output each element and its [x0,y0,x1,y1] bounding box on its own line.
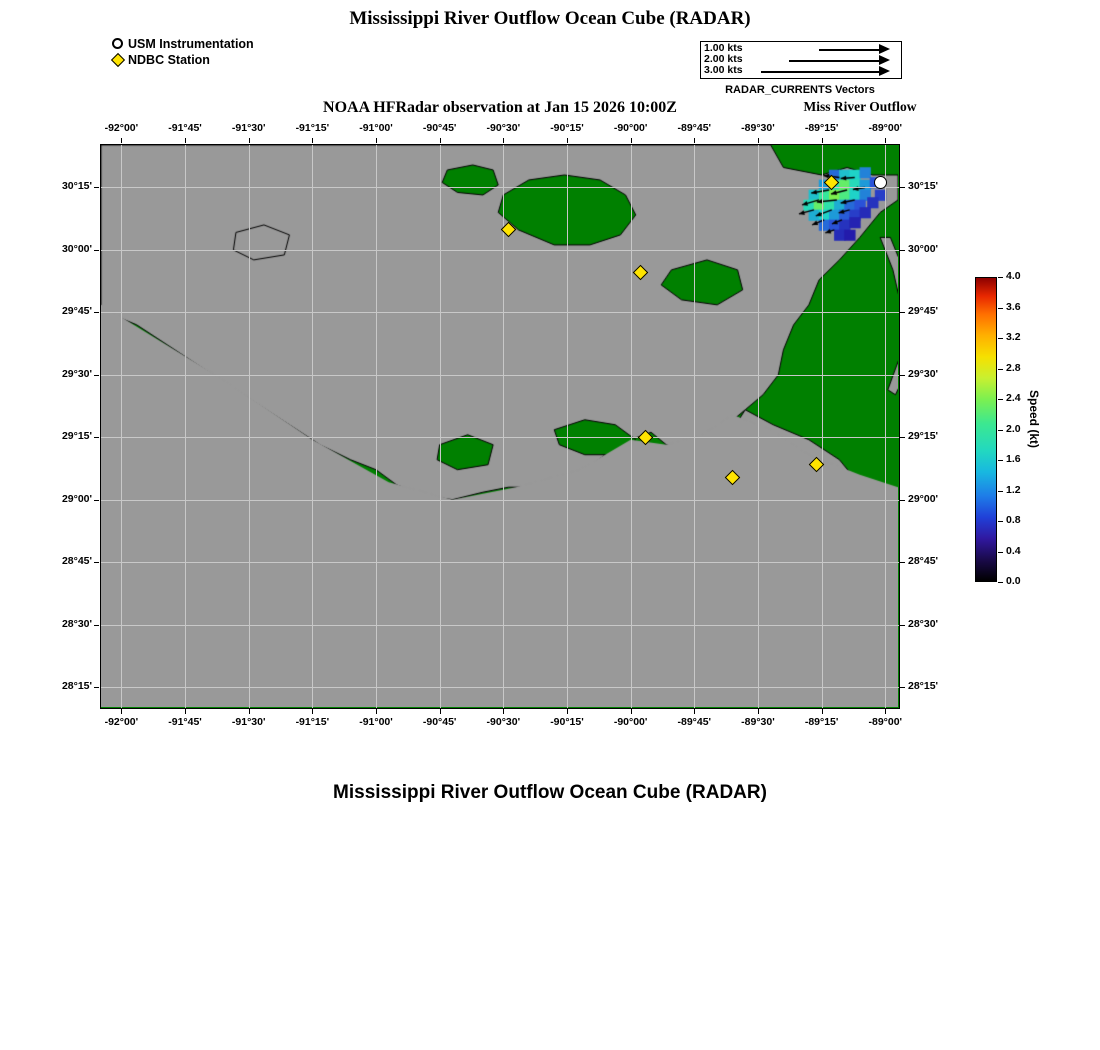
axis-tick [185,709,186,714]
y-axis-label-left: 28°45' [61,555,92,568]
axis-tick [94,562,99,563]
gridline-vertical [440,145,441,708]
y-axis-label-right: 30°15' [908,180,939,193]
axis-tick [694,138,695,143]
axis-tick [121,709,122,714]
vector-arrow-shaft-1 [819,49,879,51]
y-axis-label-right: 29°30' [908,367,939,380]
colorbar-tick [998,369,1003,370]
vector-key-row-3 [701,65,901,77]
axis-tick [312,138,313,143]
axis-tick [94,375,99,376]
axis-tick [185,138,186,143]
axis-tick [440,138,441,143]
x-axis-label-bottom: -92°00' [104,716,139,728]
x-axis-label-bottom: -90°30' [486,716,521,728]
colorbar-tick [998,338,1003,339]
y-axis-label-left: 30°15' [61,180,92,193]
vector-key-caption: RADAR_CURRENTS Vectors [725,84,875,96]
y-axis-label-left: 29°00' [61,492,92,505]
station-legend [110,36,254,68]
gridline-horizontal [101,187,899,188]
axis-tick [249,138,250,143]
gridline-vertical [567,145,568,708]
x-axis-label-bottom: -91°15' [295,716,330,728]
axis-tick [631,138,632,143]
y-axis-label-left: 28°30' [61,617,92,630]
gridline-vertical [376,145,377,708]
axis-tick [631,709,632,714]
circle-marker-icon [110,36,128,52]
colorbar-tick [998,277,1003,278]
bottom-title: Mississippi River Outflow Ocean Cube (RADAR) [333,782,767,803]
x-axis-label-bottom: -89°15' [804,716,839,728]
gridline-horizontal [101,375,899,376]
colorbar-tick-label: 1.2 [1006,483,1021,496]
axis-tick [94,500,99,501]
x-axis-label-bottom: -91°30' [231,716,266,728]
x-axis-label-bottom: -89°45' [677,716,712,728]
x-axis-label-top: -89°00' [868,122,903,134]
colorbar-gradient [975,277,997,582]
x-axis-label-bottom: -90°00' [613,716,648,728]
speed-colorbar [975,272,1095,587]
map-canvas[interactable] [100,144,900,709]
colorbar-tick-label: 3.2 [1006,331,1021,343]
x-axis-label-top: -90°30' [486,122,521,134]
axis-tick [900,500,905,501]
colorbar-tick-label: 2.4 [1006,392,1021,404]
outflow-caption: Miss River Outflow [803,99,917,114]
gridline-vertical [885,145,886,708]
axis-tick [249,709,250,714]
gridline-horizontal [101,625,899,626]
axis-tick [900,187,905,188]
observation-title: NOAA HFRadar observation at Jan 15 2026 10:00Z [323,99,677,116]
colorbar-axis-label: Speed (kt) [1027,390,1041,449]
axis-tick [758,709,759,714]
x-axis-label-top: -92°00' [104,122,139,134]
vector-arrow-head-1 [879,44,890,54]
axis-tick [758,138,759,143]
axis-tick [312,709,313,714]
x-axis-label-top: -91°00' [359,122,393,134]
y-axis-label-right: 29°45' [908,305,939,318]
vector-arrow-shaft-3 [761,71,879,73]
y-axis-label-left: 30°00' [61,242,92,255]
x-axis-label-top: -90°15' [550,122,584,134]
axis-tick [94,312,99,313]
gridline-horizontal [101,312,899,313]
x-axis-label-bottom: -89°00' [868,716,903,728]
vector-arrow-shaft-2 [789,60,879,62]
colorbar-tick-label: 0.4 [1006,544,1021,557]
axis-tick [822,709,823,714]
x-axis-label-bottom: -90°45' [422,716,457,728]
colorbar-tick [998,399,1003,400]
vector-key-label-3: 3.00 kts [704,64,743,76]
colorbar-tick [998,552,1003,553]
legend-item-ndbc [110,52,254,68]
vector-key-label-1: 1.00 kts [704,42,743,54]
colorbar-tick [998,460,1003,461]
axis-tick [121,138,122,143]
gridline-vertical [631,145,632,708]
vector-arrow-head-3 [879,66,890,76]
y-axis-label-left: 28°15' [61,680,92,693]
gridline-vertical [822,145,823,708]
x-axis-label-top: -91°45' [168,122,202,134]
axis-tick [94,687,99,688]
y-axis-label-right: 28°30' [908,617,939,630]
axis-tick [900,562,905,563]
colorbar-tick [998,582,1003,583]
diamond-marker-icon [110,52,128,68]
x-axis-label-top: -91°15' [295,122,330,134]
vector-arrow-head-2 [879,55,890,65]
x-axis-label-top: -91°30' [231,122,266,134]
gridline-vertical [121,145,122,708]
axis-tick [94,250,99,251]
axis-tick [900,625,905,626]
axis-tick [900,312,905,313]
y-axis-label-right: 29°00' [908,492,939,505]
gridline-vertical [185,145,186,708]
axis-tick [94,625,99,626]
axis-tick [567,709,568,714]
gridline-horizontal [101,500,899,501]
legend-item-usm [110,36,254,52]
colorbar-tick-label: 2.8 [1006,361,1021,374]
colorbar-tick [998,521,1003,522]
y-axis-label-left: 29°45' [61,305,92,318]
axis-tick [900,375,905,376]
axis-tick [440,709,441,714]
x-axis-label-top: -89°30' [741,122,775,134]
axis-tick [94,437,99,438]
x-axis-label-top: -89°15' [804,122,839,134]
axis-tick [900,250,905,251]
legend-item-ndbc-label: NDBC Station [128,52,210,67]
gridline-horizontal [101,562,899,563]
axis-tick [376,138,377,143]
legend-item-usm-label: USM Instrumentation [128,36,254,51]
axis-tick [567,138,568,143]
axis-tick [900,437,905,438]
gridline-vertical [249,145,250,708]
y-axis-label-left: 29°30' [61,367,92,380]
colorbar-tick-label: 3.6 [1006,300,1021,313]
gridline-horizontal [101,437,899,438]
vector-key-label-2: 2.00 kts [704,53,743,65]
x-axis-label-bottom: -91°45' [168,716,202,728]
x-axis-label-top: -89°45' [677,122,712,134]
x-axis-label-bottom: -90°15' [550,716,584,728]
colorbar-tick [998,491,1003,492]
gridline-horizontal [101,250,899,251]
colorbar-tick-label: 0.0 [1006,575,1021,587]
usm-instrumentation-marker[interactable] [874,176,887,189]
axis-tick [900,687,905,688]
page-title: Mississippi River Outflow Ocean Cube (RADAR) [349,8,751,29]
axis-tick [694,709,695,714]
axis-tick [885,138,886,143]
x-axis-label-top: -90°45' [422,122,457,134]
gridline-vertical [694,145,695,708]
y-axis-label-right: 28°45' [908,555,939,568]
axis-tick [376,709,377,714]
gridline-vertical [758,145,759,708]
y-axis-label-right: 29°15' [908,430,939,443]
x-axis-label-bottom: -91°00' [359,716,393,728]
colorbar-tick-label: 1.6 [1006,453,1021,465]
gridline-horizontal [101,687,899,688]
colorbar-tick-label: 0.8 [1006,514,1021,526]
axis-tick [503,709,504,714]
x-axis-label-bottom: -89°30' [741,716,775,728]
gridline-vertical [312,145,313,708]
y-axis-label-right: 30°00' [908,242,939,255]
axis-tick [94,187,99,188]
axis-tick [822,138,823,143]
y-axis-label-right: 28°15' [908,680,939,693]
axis-tick [503,138,504,143]
colorbar-tick [998,430,1003,431]
colorbar-tick-label: 4.0 [1006,270,1021,282]
y-axis-label-left: 29°15' [61,430,92,443]
vector-scale-key [700,41,902,79]
axis-tick [885,709,886,714]
x-axis-label-top: -90°00' [613,122,648,134]
colorbar-tick-label: 2.0 [1006,422,1021,435]
colorbar-tick [998,308,1003,309]
